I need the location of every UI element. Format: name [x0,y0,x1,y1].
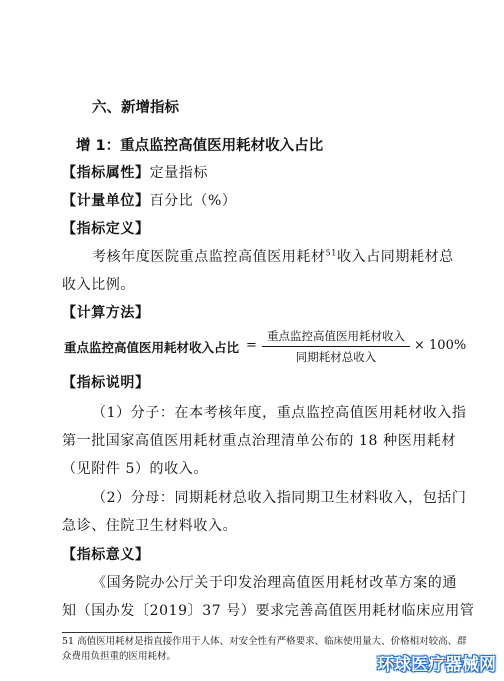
explanation-p1-line-1: （1）分子：在本考核年度，重点监控高值医用耗材收入指 [92,405,467,421]
significance-line-1: 《国务院办公厅关于印发治理高值医用耗材改革方案的通 [92,575,457,591]
definition-text-b: 收入占同期耗材总 [337,249,454,265]
formula-equals: = [246,338,257,353]
explanation-p1-line-2: 第一批国家高值医用耗材重点治理清单公布的 18 种医用耗材 [62,433,457,449]
definition-line-2: 收入比例。 [62,277,135,293]
footnote-ref: 51 [325,248,337,258]
explanation-p2-line-2: 急诊、住院卫生材料收入。 [62,518,238,534]
watermark-logo: 环球医疗器械网 [377,655,496,675]
attribute-label: 【指标属性】 [62,165,150,181]
formula-fraction [262,328,410,365]
footnote-divider [62,632,172,633]
formula-denominator: 同期耗材总收入 [295,350,377,364]
significance-line-2: 知（国办发〔2019〕37 号）要求完善高值医用耗材临床应用管 [62,603,475,619]
unit-row [62,190,237,210]
definition-label: 【指标定义】 [62,221,150,237]
explanation-p1-line-3: （见附件 5）的收入。 [62,461,208,477]
formula-label: 重点监控高值医用耗材收入占比 [64,340,240,355]
footnote-line-1: 51 高值医用耗材是指直接作用于人体、对安全性有严格要求、临床使用量大、价格相对较高、群 [62,636,467,647]
explanation-p2-line-1: （2）分母：同期耗材总收入指同期卫生材料收入，包括门 [92,490,467,506]
attribute-value: 定量指标 [149,165,209,181]
section-title: 六、新增指标 [92,100,179,116]
definition-line-1 [92,246,454,266]
formula-multiplier: × 100% [414,338,467,353]
footnote-line-2: 众费用负担重的医用耗材。 [62,651,177,662]
indicator-title: 增 1：重点监控高值医用耗材收入占比 [76,138,324,154]
unit-label: 【计量单位】 [62,193,150,209]
attribute-row [62,162,208,182]
formula-numerator: 重点监控高值医用耗材收入 [262,328,410,347]
significance-label: 【指标意义】 [62,547,150,563]
definition-text-a: 考核年度医院重点监控高值医用耗材 [92,249,326,265]
explanation-label: 【指标说明】 [62,375,150,391]
formula [64,328,484,366]
method-label: 【计算方法】 [62,305,150,321]
unit-value: 百分比（%） [149,193,237,209]
